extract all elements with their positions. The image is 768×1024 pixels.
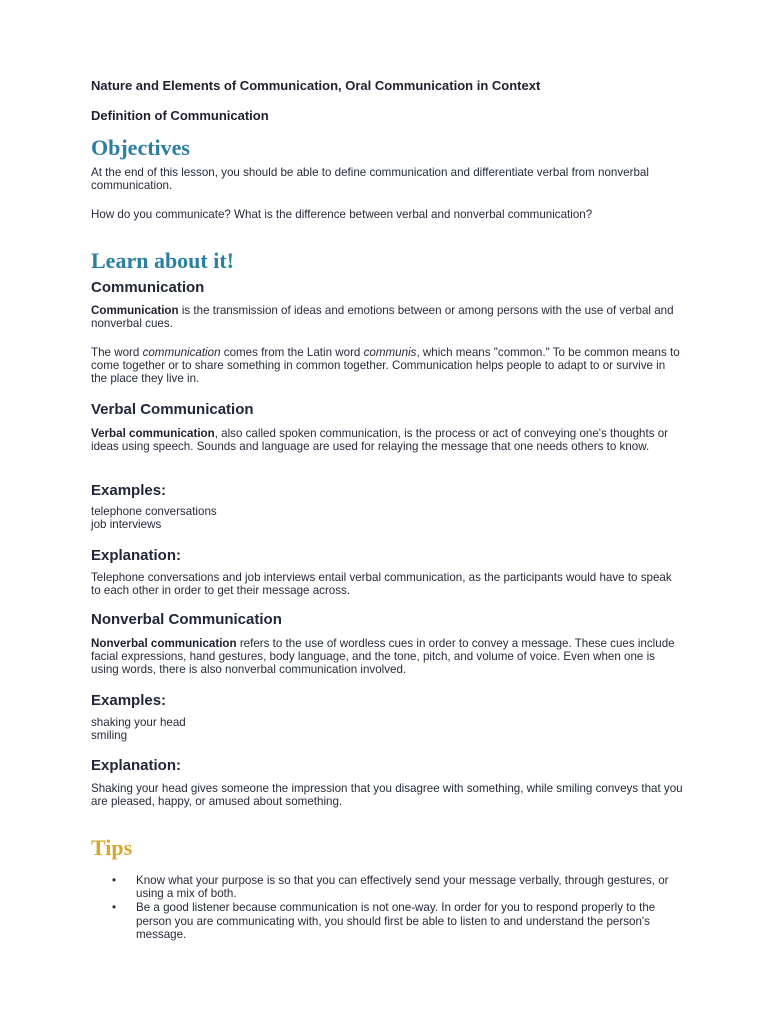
- nonverbal-example-item: shaking your head: [91, 716, 186, 729]
- bullet-icon: •: [112, 874, 117, 887]
- bullet-icon: •: [112, 901, 117, 915]
- nonverbal-heading: Nonverbal Communication: [91, 611, 282, 628]
- communication-definition: [91, 304, 683, 330]
- verbal-term: Verbal communication: [91, 427, 215, 440]
- nonverbal-examples-heading: Examples:: [91, 692, 167, 709]
- verbal-examples-heading: Examples:: [91, 482, 167, 499]
- objectives-heading: Objectives: [91, 135, 190, 160]
- etymology-text-c: comes from the Latin word: [220, 346, 364, 359]
- tips-heading: Tips: [91, 835, 133, 860]
- tips-list: [91, 874, 681, 942]
- communication-definition-text: is the transmission of ideas and emotions between or among persons with the use of verbal and nonverbal cues.: [91, 304, 674, 331]
- tip-text: Be a good listener because communication is not one-way. In order for you to respond properly to the person you are communicating with, you should first be able to listen to and understand the person's message.: [136, 901, 656, 941]
- verbal-definition-text: , also called spoken communication, is the process or act of conveying one's thoughts or ideas using speech. Sounds and language are used for relaying the message that one needs others to know.: [91, 427, 669, 454]
- etymology-term-communication: communication: [142, 346, 221, 359]
- learn-heading: Learn about it!: [91, 248, 234, 273]
- nonverbal-definition: [91, 637, 683, 677]
- verbal-explanation-heading: Explanation:: [91, 547, 182, 564]
- nonverbal-explanation: Shaking your head gives someone the impression that you disagree with something, while smiling conveys that you are pleased, happy, or amused about something.: [91, 782, 683, 809]
- objectives-question: How do you communicate? What is the difference between verbal and nonverbal communication?: [91, 208, 593, 221]
- nonverbal-example-item: smiling: [91, 729, 128, 742]
- verbal-heading: Verbal Communication: [91, 401, 254, 418]
- nonverbal-explanation-heading: Explanation:: [91, 757, 182, 774]
- etymology-text-e: , which means "common." To be common means to come together or to share something in common together. Communication helps people to adapt to or survive in the place they live in.: [91, 346, 680, 386]
- verbal-example-item: job interviews: [91, 518, 162, 531]
- nonverbal-term: Nonverbal communication: [91, 637, 237, 650]
- objectives-paragraph: At the end of this lesson, you should be able to define communication and differentiate verbal from nonverbal communication.: [91, 166, 649, 193]
- communication-heading: Communication: [91, 279, 205, 296]
- communication-term: Communication: [91, 304, 179, 317]
- etymology-text-a: The word: [91, 346, 143, 359]
- tip-item: [91, 874, 681, 900]
- etymology-term-communis: communis: [363, 346, 417, 359]
- tip-item: [91, 901, 681, 941]
- communication-etymology: [91, 346, 683, 386]
- document-subtitle: Definition of Communication: [91, 108, 269, 123]
- verbal-definition: [91, 427, 683, 453]
- document-title: Nature and Elements of Communication, Oral Communication in Context: [91, 78, 541, 93]
- verbal-example-item: telephone conversations: [91, 505, 217, 518]
- nonverbal-definition-text: refers to the use of wordless cues in order to convey a message. These cues include facial expressions, hand gestures, body language, and the tone, pitch, and volume of voice. Even when one is using words, there is also nonverbal communication involved.: [91, 637, 675, 677]
- tip-text: Know what your purpose is so that you can effectively send your message verbally, through gestures, or using a mix of both.: [136, 874, 669, 901]
- verbal-explanation: Telephone conversations and job interviews entail verbal communication, as the participants would have to speak to each other in order to get their message across.: [91, 571, 672, 598]
